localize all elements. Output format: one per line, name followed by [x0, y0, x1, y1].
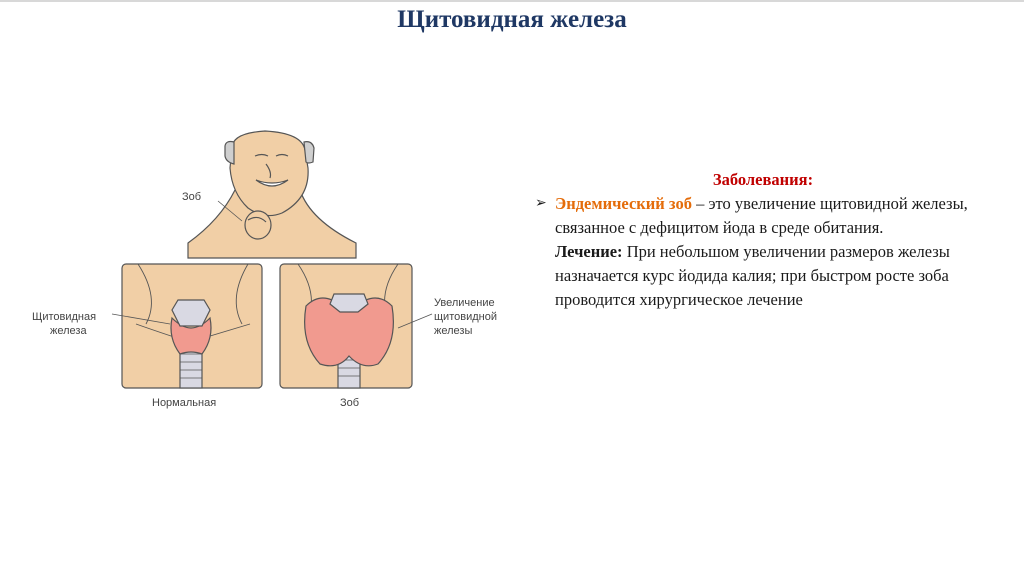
- treatment-text: При небольшом увеличении размеров железы назначается курс йодида калия; при быстром росте зоба проводится хирургическое лечение: [555, 242, 950, 309]
- label-thyroid-1: Щитовидная: [32, 311, 97, 323]
- label-enlarged-3: железы: [434, 325, 473, 337]
- panel-normal: [112, 264, 262, 388]
- panel-goiter: [280, 264, 432, 388]
- slide-title: Щитовидная железа: [397, 6, 627, 33]
- disease-term: Эндемический зоб: [555, 194, 692, 213]
- goiter-portrait: [188, 131, 356, 258]
- bullet-item: [533, 192, 973, 312]
- caption-goiter: Зоб: [340, 397, 360, 409]
- label-enlarged-1: Увеличение: [434, 297, 495, 309]
- caption-normal: Нормальная: [152, 397, 217, 409]
- arrow-bullet-icon: ➢: [535, 196, 547, 211]
- diseases-heading: Заболевания:: [712, 170, 814, 189]
- top-border: [0, 0, 1024, 2]
- label-thyroid-2: железа: [50, 325, 87, 337]
- disease-definition: – это увеличение щитовидной железы, связанное с дефицитом йода в среде обитания.: [555, 194, 968, 237]
- label-enlarged-2: щитовидной: [434, 311, 497, 323]
- disease-description: [533, 168, 973, 312]
- treatment-label: Лечение:: [555, 242, 623, 261]
- goiter-illustration: [20, 128, 530, 418]
- label-goiter-top: Зоб: [182, 191, 202, 203]
